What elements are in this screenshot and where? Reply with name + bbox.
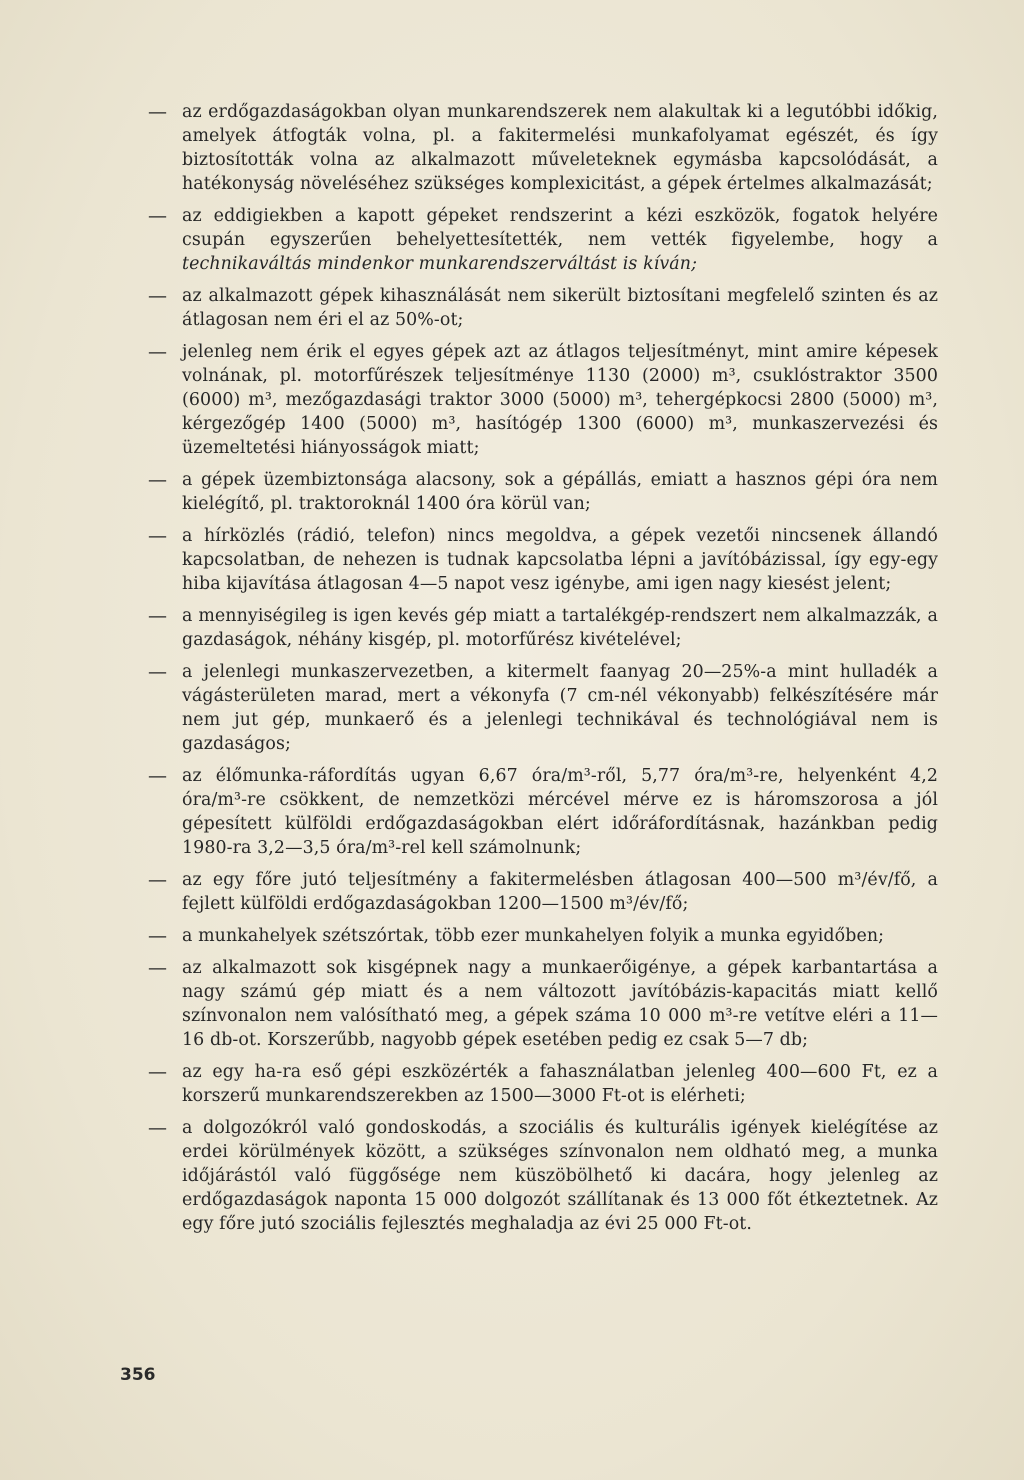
bullet-list [148, 100, 938, 1244]
list-item [148, 284, 938, 332]
list-item-text: az egy főre jutó teljesítmény a fakitermelésben átlagosan 400—500 m³/év/fő, a fejlett külföldi erdőgazdaságokban 1200—1500 m³/év/fő; [182, 870, 938, 914]
list-item-text-regular: az eddigiekben a kapott gépeket rendszerint a kézi eszközök, fogatok helyére csupán egyszerűen behelyettesítették, nem vették figyelembe, hogy a [182, 206, 938, 250]
list-item-text [182, 204, 938, 276]
list-item-text: a mennyiségileg is igen kevés gép miatt a tartalékgép-rendszert nem alkalmazzák, a gazdaságok, néhány kisgép, pl. motorfűrész kivételével; [182, 606, 938, 650]
bullet-dash: — [148, 285, 167, 307]
list-item [148, 524, 938, 596]
bullet-dash: — [148, 101, 167, 123]
bullet-dash: — [148, 469, 167, 491]
bullet-dash: — [148, 605, 167, 627]
bullet-dash: — [148, 869, 167, 891]
list-item [148, 100, 938, 196]
bullet-dash: — [148, 205, 167, 227]
bullet-dash: — [148, 341, 167, 363]
list-item-text: a dolgozókról való gondoskodás, a szociális és kulturális igények kielégítése az erdei körülmények között, a szükséges színvonalon nem oldható meg, a munka időjárástól való függősége nem küszöbölhető ki dacára, hogy jelenleg az erdőgazdaságok naponta 15 000 dolgozót szállítanak és 13 000 főt étkeztetnek. Az egy főre jutó szociális fejlesztés meghaladja az évi 25 000 Ft-ot. [182, 1118, 938, 1234]
list-item-text: a jelenlegi munkaszervezetben, a kitermelt faanyag 20—25%-a mint hulladék a vágásterületen marad, mert a vékonyfa (7 cm-nél vékonyabb) felkészítésére már nem jut gép, munkaerő és a jelenlegi technikával és technológiával nem is gazdaságos; [182, 662, 938, 754]
list-item [148, 604, 938, 652]
list-item-text: a gépek üzembiztonsága alacsony, sok a gépállás, emiatt a hasznos gépi óra nem kielégítő, pl. traktoroknál 1400 óra körül van; [182, 470, 938, 514]
bullet-dash: — [148, 525, 167, 547]
bullet-dash: — [148, 765, 167, 787]
page-number: 356 [120, 1365, 156, 1385]
list-item [148, 868, 938, 916]
list-item [148, 956, 938, 1052]
bullet-dash: — [148, 661, 167, 683]
list-item-text: az élőmunka-ráfordítás ugyan 6,67 óra/m³-ről, 5,77 óra/m³-re, helyenként 4,2 óra/m³-re csökkent, de nemzetközi mércével mérve ez is háromszorosa a jól gépesített külföldi erdőgazdaságokban elért időráfordításnak, hazánkban pedig 1980-ra 3,2—3,5 óra/m³-rel kell számolnunk; [182, 766, 938, 858]
bullet-dash: — [148, 1061, 167, 1083]
bullet-dash: — [148, 925, 167, 947]
list-item-text: az alkalmazott gépek kihasználását nem sikerült biztosítani megfelelő szinten és az átlagosan nem éri el az 50%-ot; [182, 286, 938, 330]
list-item-text: a munkahelyek szétszórtak, több ezer munkahelyen folyik a munka egyidőben; [182, 926, 885, 946]
list-item [148, 1060, 938, 1108]
list-item [148, 468, 938, 516]
list-item-text: az alkalmazott sok kisgépnek nagy a munkaerőigénye, a gépek karbantartása a nagy számú gép miatt és a nem változott javítóbázis-kapacitás miatt kellő színvonalon nem valósítható meg, a gépek száma 10 000 m³-re vetítve eléri a 11—16 db-ot. Korszerűbb, nagyobb gépek esetében pedig ez csak 5—7 db; [182, 958, 938, 1050]
list-item-text: a hírközlés (rádió, telefon) nincs megoldva, a gépek vezetői nincsenek állandó kapcsolatban, de nehezen is tudnak kapcsolatba lépni a javítóbázissal, így egy-egy hiba kijavítása átlagosan 4—5 napot vesz igénybe, ami igen nagy kiesést jelent; [182, 526, 938, 594]
list-item [148, 660, 938, 756]
bullet-dash: — [148, 1117, 167, 1139]
list-item [148, 764, 938, 860]
list-item-text: jelenleg nem érik el egyes gépek azt az átlagos teljesítményt, mint amire képesek volnának, pl. motorfűrészek teljesítménye 1130 (2000) m³, csuklóstraktor 3500 (6000) m³, mezőgazdasági traktor 3000 (5000) m³, tehergépkocsi 2800 (5000) m³, kérgezőgép 1400 (5000) m³, hasítógép 1300 (6000) m³, munkaszervezési és üzemeltetési hiányosságok miatt; [182, 342, 938, 458]
list-item [148, 1116, 938, 1236]
bullet-dash: — [148, 957, 167, 979]
list-item-text-emphasis: technikaváltás mindenkor munkarendszerváltást is kíván; [182, 254, 698, 274]
list-item [148, 924, 938, 948]
list-item [148, 340, 938, 460]
list-item-text: az erdőgazdaságokban olyan munkarendszerek nem alakultak ki a legutóbbi időkig, amelyek átfogták volna, pl. a fakitermelési munkafolyamat egészét, és így biztosították volna az alkalmazott műveleteknek egymásba kapcsolódását, a hatékonyság növeléséhez szükséges komplexicitást, a gépek értelmes alkalmazását; [182, 102, 938, 194]
list-item [148, 204, 938, 276]
list-item-text: az egy ha-ra eső gépi eszközérték a fahasználatban jelenleg 400—600 Ft, ez a korszerű munkarendszerekben az 1500—3000 Ft-ot is elérheti; [182, 1062, 938, 1106]
